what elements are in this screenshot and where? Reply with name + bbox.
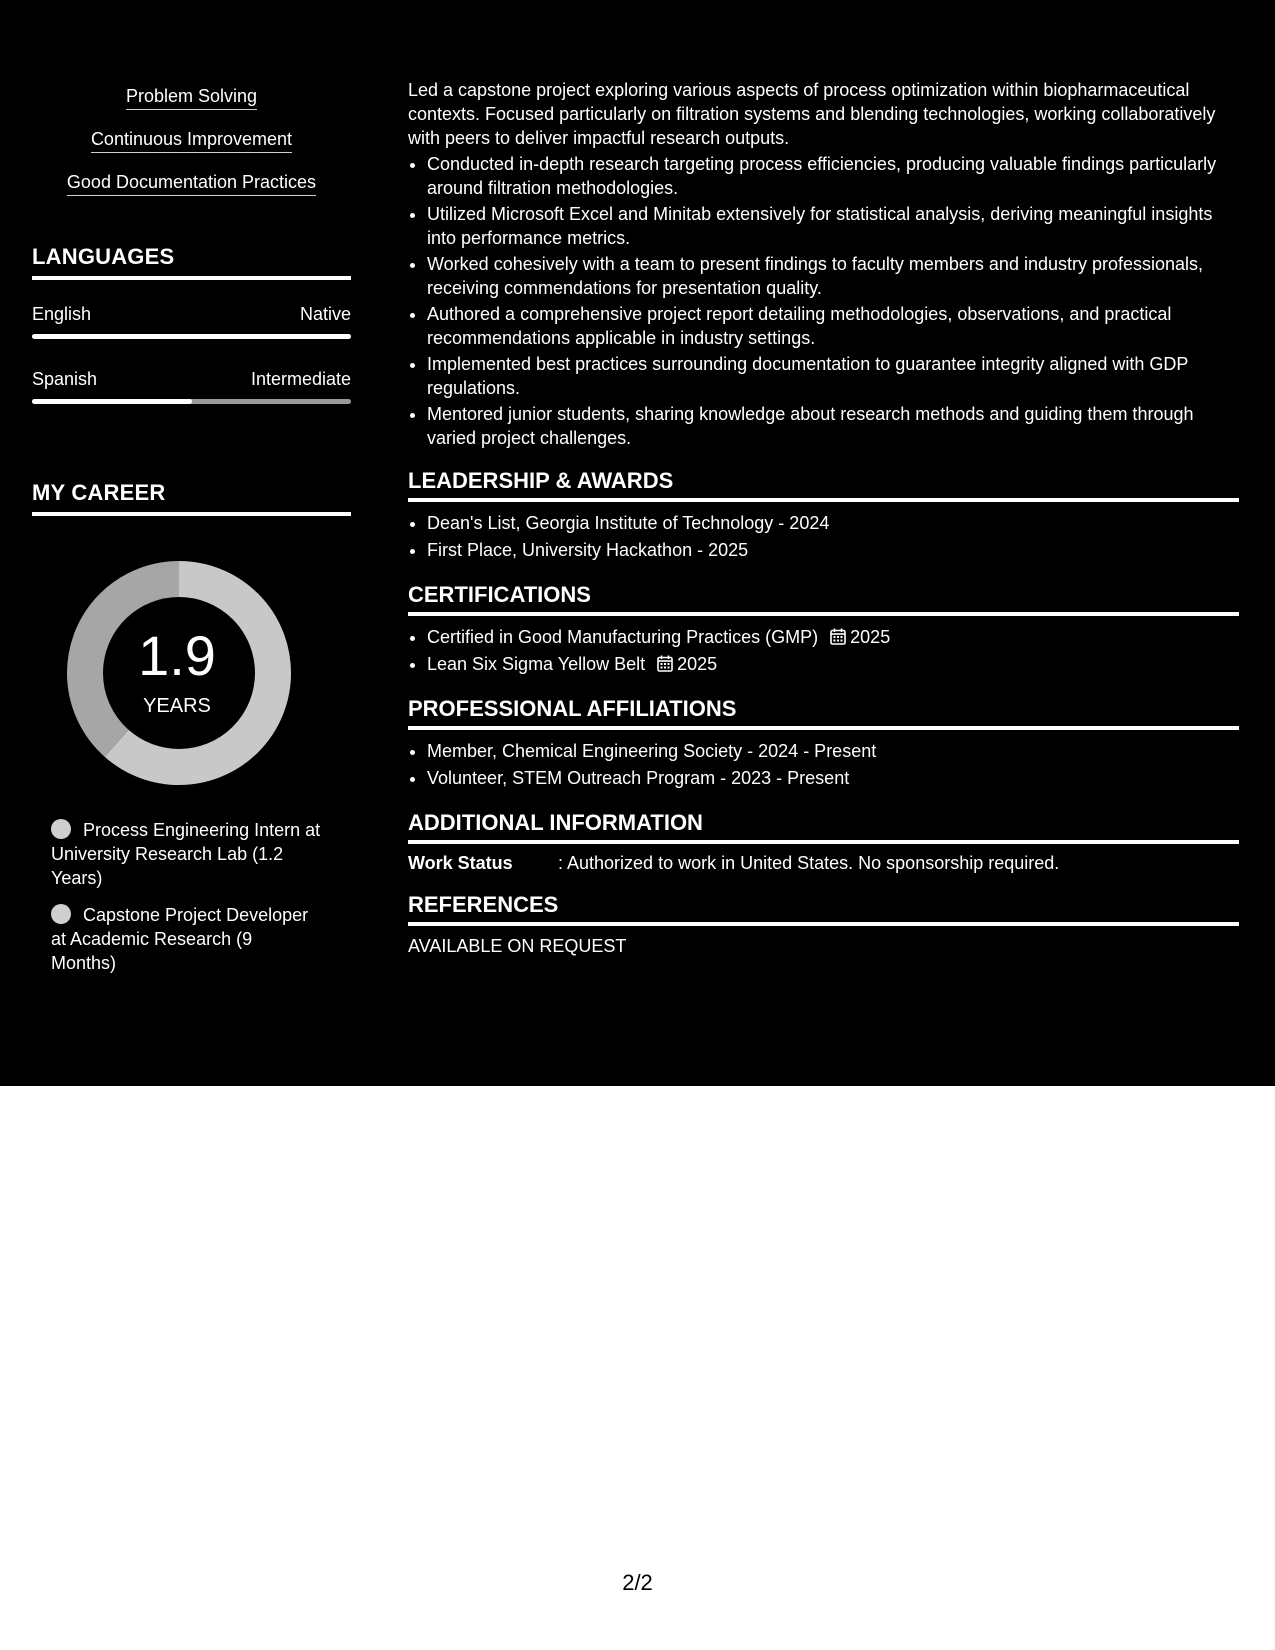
work-status-label: Work Status [408, 853, 513, 873]
certification-item [427, 651, 1239, 678]
project-bullet: • Implemented best practices surrounding documentation to guarantee integrity aligned with GDP regulations. [427, 352, 1239, 400]
project-bullet: • Worked cohesively with a team to present findings to faculty members and industry professionals, receiving commendations for presentation quality. [427, 252, 1239, 300]
career-total-unit: YEARS [143, 695, 211, 717]
project-bullet: • Utilized Microsoft Excel and Minitab extensively for statistical analysis, deriving meaningful insights into performance metrics. [427, 202, 1239, 250]
page-number: 2/2 [622, 1570, 653, 1595]
career-item-text: Process Engineering Intern at University Research Lab (1.2 Years) [51, 820, 321, 888]
affiliations-heading: PROFESSIONAL AFFILIATIONS [408, 696, 1239, 730]
career-list [32, 818, 321, 975]
project-bullet: • Mentored junior students, sharing knowledge about research methods and guiding them through varied project challenges. [427, 402, 1239, 450]
certification-item [427, 624, 1239, 651]
language-item [32, 304, 351, 339]
languages-heading: LANGUAGES [32, 244, 351, 280]
calendar-icon [830, 628, 846, 645]
main-content [408, 78, 1239, 957]
career-item [51, 903, 321, 975]
project-intro: Led a capstone project exploring various aspects of process optimization within biopharmaceutical contexts. Focused particularly on filtration systems and blending technologies, working collaboratively with peers to deliver impactful research outputs. [408, 80, 1216, 148]
affiliation-item: • Member, Chemical Engineering Society - 2024 - Present [427, 738, 1239, 765]
bullet-dot-icon [51, 819, 71, 839]
project-bullets [408, 152, 1239, 450]
career-donut [32, 560, 351, 790]
calendar-icon [657, 655, 673, 672]
additional-info-heading: ADDITIONAL INFORMATION [408, 810, 1239, 844]
language-proficiency-fill [32, 399, 192, 404]
certifications-heading: CERTIFICATIONS [408, 582, 1239, 616]
skill-tag: Continuous Improvement [91, 129, 292, 153]
project-bullet: • Conducted in-depth research targeting process efficiencies, producing valuable findings particularly around filtration methodologies. [427, 152, 1239, 200]
work-status-value: : Authorized to work in United States. No sponsorship required. [558, 853, 1060, 873]
awards-list [408, 510, 1239, 564]
work-status-row [408, 853, 1239, 874]
awards-heading: LEADERSHIP & AWARDS [408, 468, 1239, 502]
certifications-list [408, 624, 1239, 678]
references-heading: REFERENCES [408, 892, 1239, 926]
career-total-value: 1.9 [138, 624, 216, 687]
career-item-text: Capstone Project Developer at Academic Research (9 Months) [51, 905, 309, 973]
language-level: Native [299, 304, 351, 324]
project-bullet: • Authored a comprehensive project report detailing methodologies, observations, and practical recommendations applicable in industry settings. [427, 302, 1239, 350]
certification-name: Certified in Good Manufacturing Practices (GMP) [427, 627, 819, 647]
certification-year: 2025 [850, 627, 891, 647]
bullet-dot-icon [51, 904, 71, 924]
career-heading: MY CAREER [32, 480, 351, 516]
career-item [51, 818, 321, 890]
language-item [32, 369, 351, 404]
language-name: Spanish [32, 369, 98, 389]
language-proficiency-fill [32, 334, 351, 339]
affiliation-item: • Volunteer, STEM Outreach Program - 2023 - Present [427, 765, 1239, 792]
certification-name: Lean Six Sigma Yellow Belt [427, 654, 646, 674]
skill-tags [32, 86, 351, 215]
language-proficiency-bar [32, 334, 351, 339]
sidebar [32, 86, 351, 988]
affiliations-list [408, 738, 1239, 792]
award-item: • Dean's List, Georgia Institute of Technology - 2024 [427, 510, 1239, 537]
language-level: Intermediate [250, 369, 351, 389]
skill-tag: Problem Solving [126, 86, 257, 110]
certification-year: 2025 [677, 654, 718, 674]
award-item: • First Place, University Hackathon - 2025 [427, 537, 1239, 564]
language-proficiency-bar [32, 399, 351, 404]
skill-tag: Good Documentation Practices [67, 172, 316, 196]
references-text: AVAILABLE ON REQUEST [408, 936, 627, 956]
language-name: English [32, 304, 92, 324]
